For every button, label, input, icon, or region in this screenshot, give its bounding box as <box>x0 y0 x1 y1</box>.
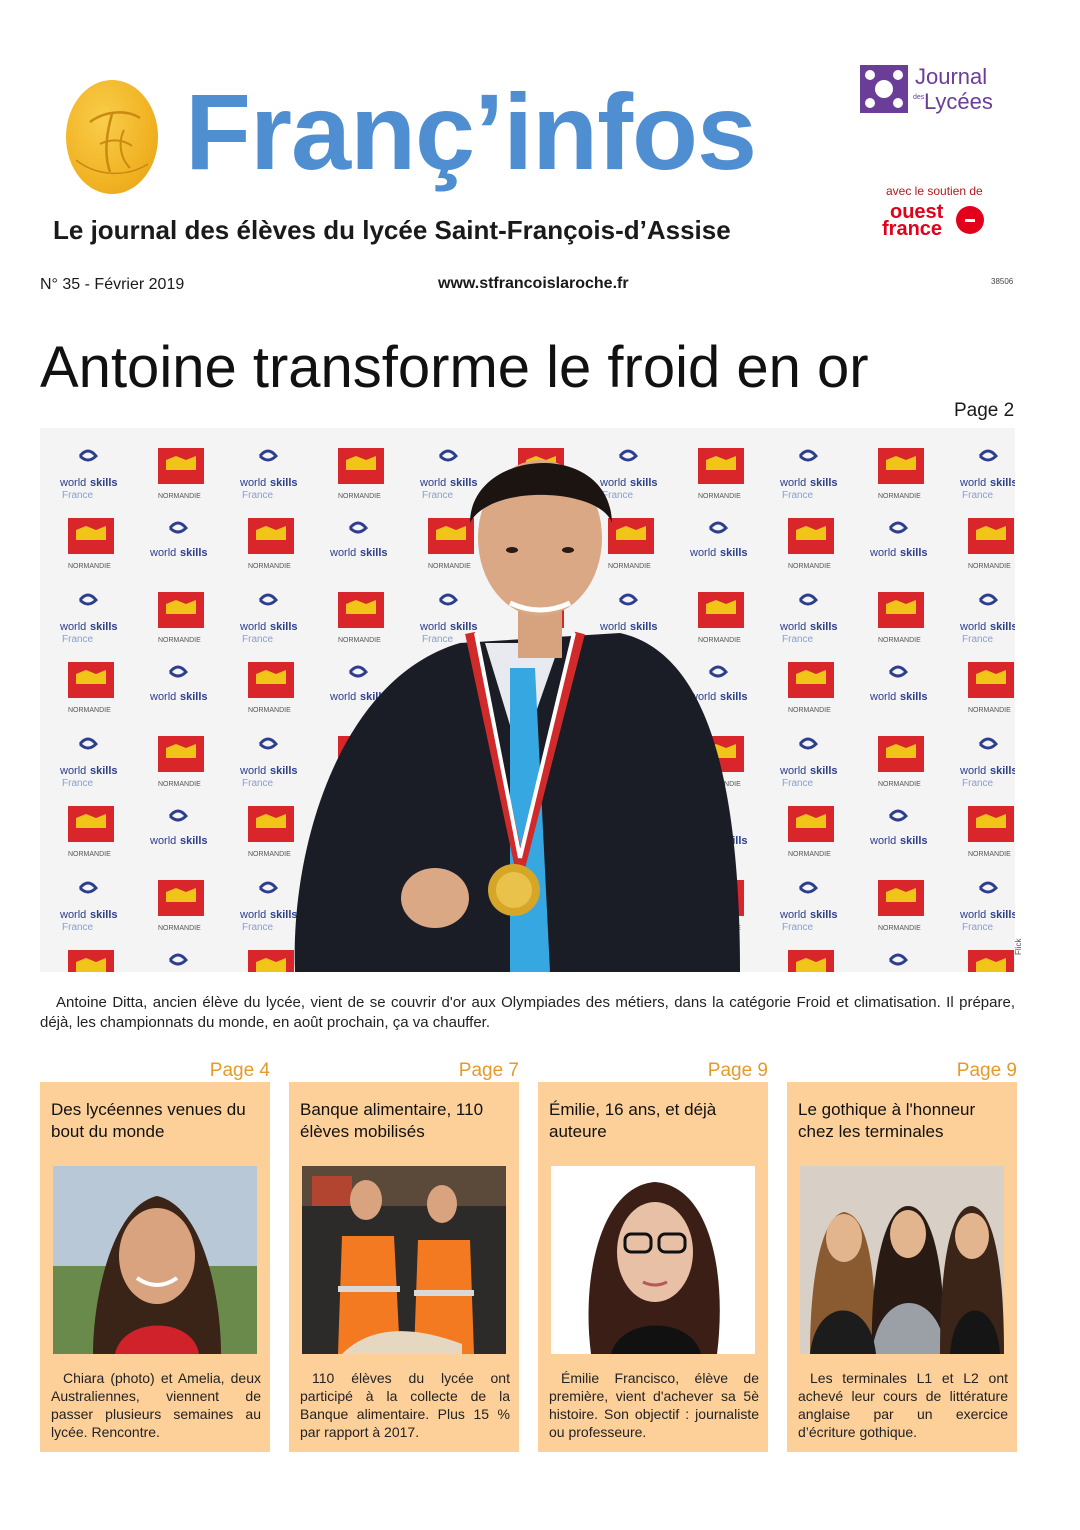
lead-photo <box>40 428 1015 972</box>
teaser-text: 110 élèves du lycée ont participé à la collecte de la Banque alimentaire. Plus 15 % par rapport à 2017. <box>300 1370 510 1440</box>
ouest-france-logo <box>880 202 990 244</box>
teaser-card[interactable] <box>289 1060 519 1452</box>
teaser-photo <box>551 1166 755 1354</box>
teaser-title: Des lycéennes venues du bout du monde <box>51 1100 246 1141</box>
lead-headline: Antoine transforme le froid en or <box>40 335 869 400</box>
teaser-header <box>538 1060 768 1082</box>
lead-caption: Antoine Ditta, ancien élève du lycée, vient de se couvrir d'or aux Olympiades des métiers, dans la catégorie Froid et climatisation. Il prépare, déjà, les championnats du monde, en août prochain, ça va chauffer. <box>40 994 1015 1031</box>
ouest-france-icon <box>956 206 984 234</box>
ouest-label: ouest <box>890 201 944 223</box>
teaser-title: Banque alimentaire, 110 élèves mobilisés <box>300 1100 484 1141</box>
teaser-text: Les terminales L1 et L2 ont achevé leur cours de littérature anglaise par un exercice d’écriture gothique. <box>798 1370 1008 1440</box>
school-monogram-icon <box>66 80 158 194</box>
teaser-page-ref: Page 4 <box>209 1060 270 1081</box>
teaser-header <box>40 1060 270 1082</box>
teaser-title: Le gothique à l'honneur chez les terminales <box>798 1100 976 1141</box>
issue-number-date: N° 35 - Février 2019 <box>40 276 185 293</box>
teaser-card[interactable] <box>40 1060 270 1452</box>
teaser-page-ref: Page 9 <box>707 1060 768 1081</box>
lycees-label: Lycées <box>924 89 993 114</box>
lead-page-ref: Page 2 <box>954 400 1015 421</box>
journal-des-lycees-logo <box>860 62 1010 118</box>
teaser-card[interactable] <box>538 1060 768 1452</box>
newspaper-title: Franç’infos <box>185 71 757 192</box>
support-text: avec le soutien de <box>886 184 983 198</box>
teaser-page-ref: Page 7 <box>458 1060 519 1081</box>
des-label: des <box>913 94 925 101</box>
school-logo <box>66 80 158 194</box>
issue-code: 38506 <box>991 277 1014 286</box>
newspaper-subtitle: Le journal des élèves du lycée Saint-François-d’Assise <box>53 215 731 245</box>
teaser-text: Émilie Francisco, élève de première, vient d'achever sa 5è histoire. Son objectif : journaliste ou professeure. <box>549 1370 759 1440</box>
teaser-page-ref: Page 9 <box>956 1060 1017 1081</box>
teaser-header <box>289 1060 519 1082</box>
photo-credit: Flick <box>1014 938 1023 955</box>
teaser-photo <box>53 1166 257 1354</box>
teaser-photo <box>302 1166 506 1354</box>
france-label: france <box>882 218 943 240</box>
teaser-card[interactable] <box>787 1060 1017 1452</box>
teaser-header <box>787 1060 1017 1082</box>
journal-label: Journal <box>915 64 988 89</box>
teaser-title: Émilie, 16 ans, et déjà auteure <box>549 1100 717 1141</box>
teaser-text: Chiara (photo) et Amelia, deux Australiennes, viennent de passer plusieurs semaines au lycée. Rencontre. <box>51 1370 261 1440</box>
website-link[interactable]: www.stfrancoislaroche.fr <box>438 275 629 292</box>
teaser-photo <box>800 1166 1004 1354</box>
journal-des-lycees-icon <box>860 65 908 113</box>
